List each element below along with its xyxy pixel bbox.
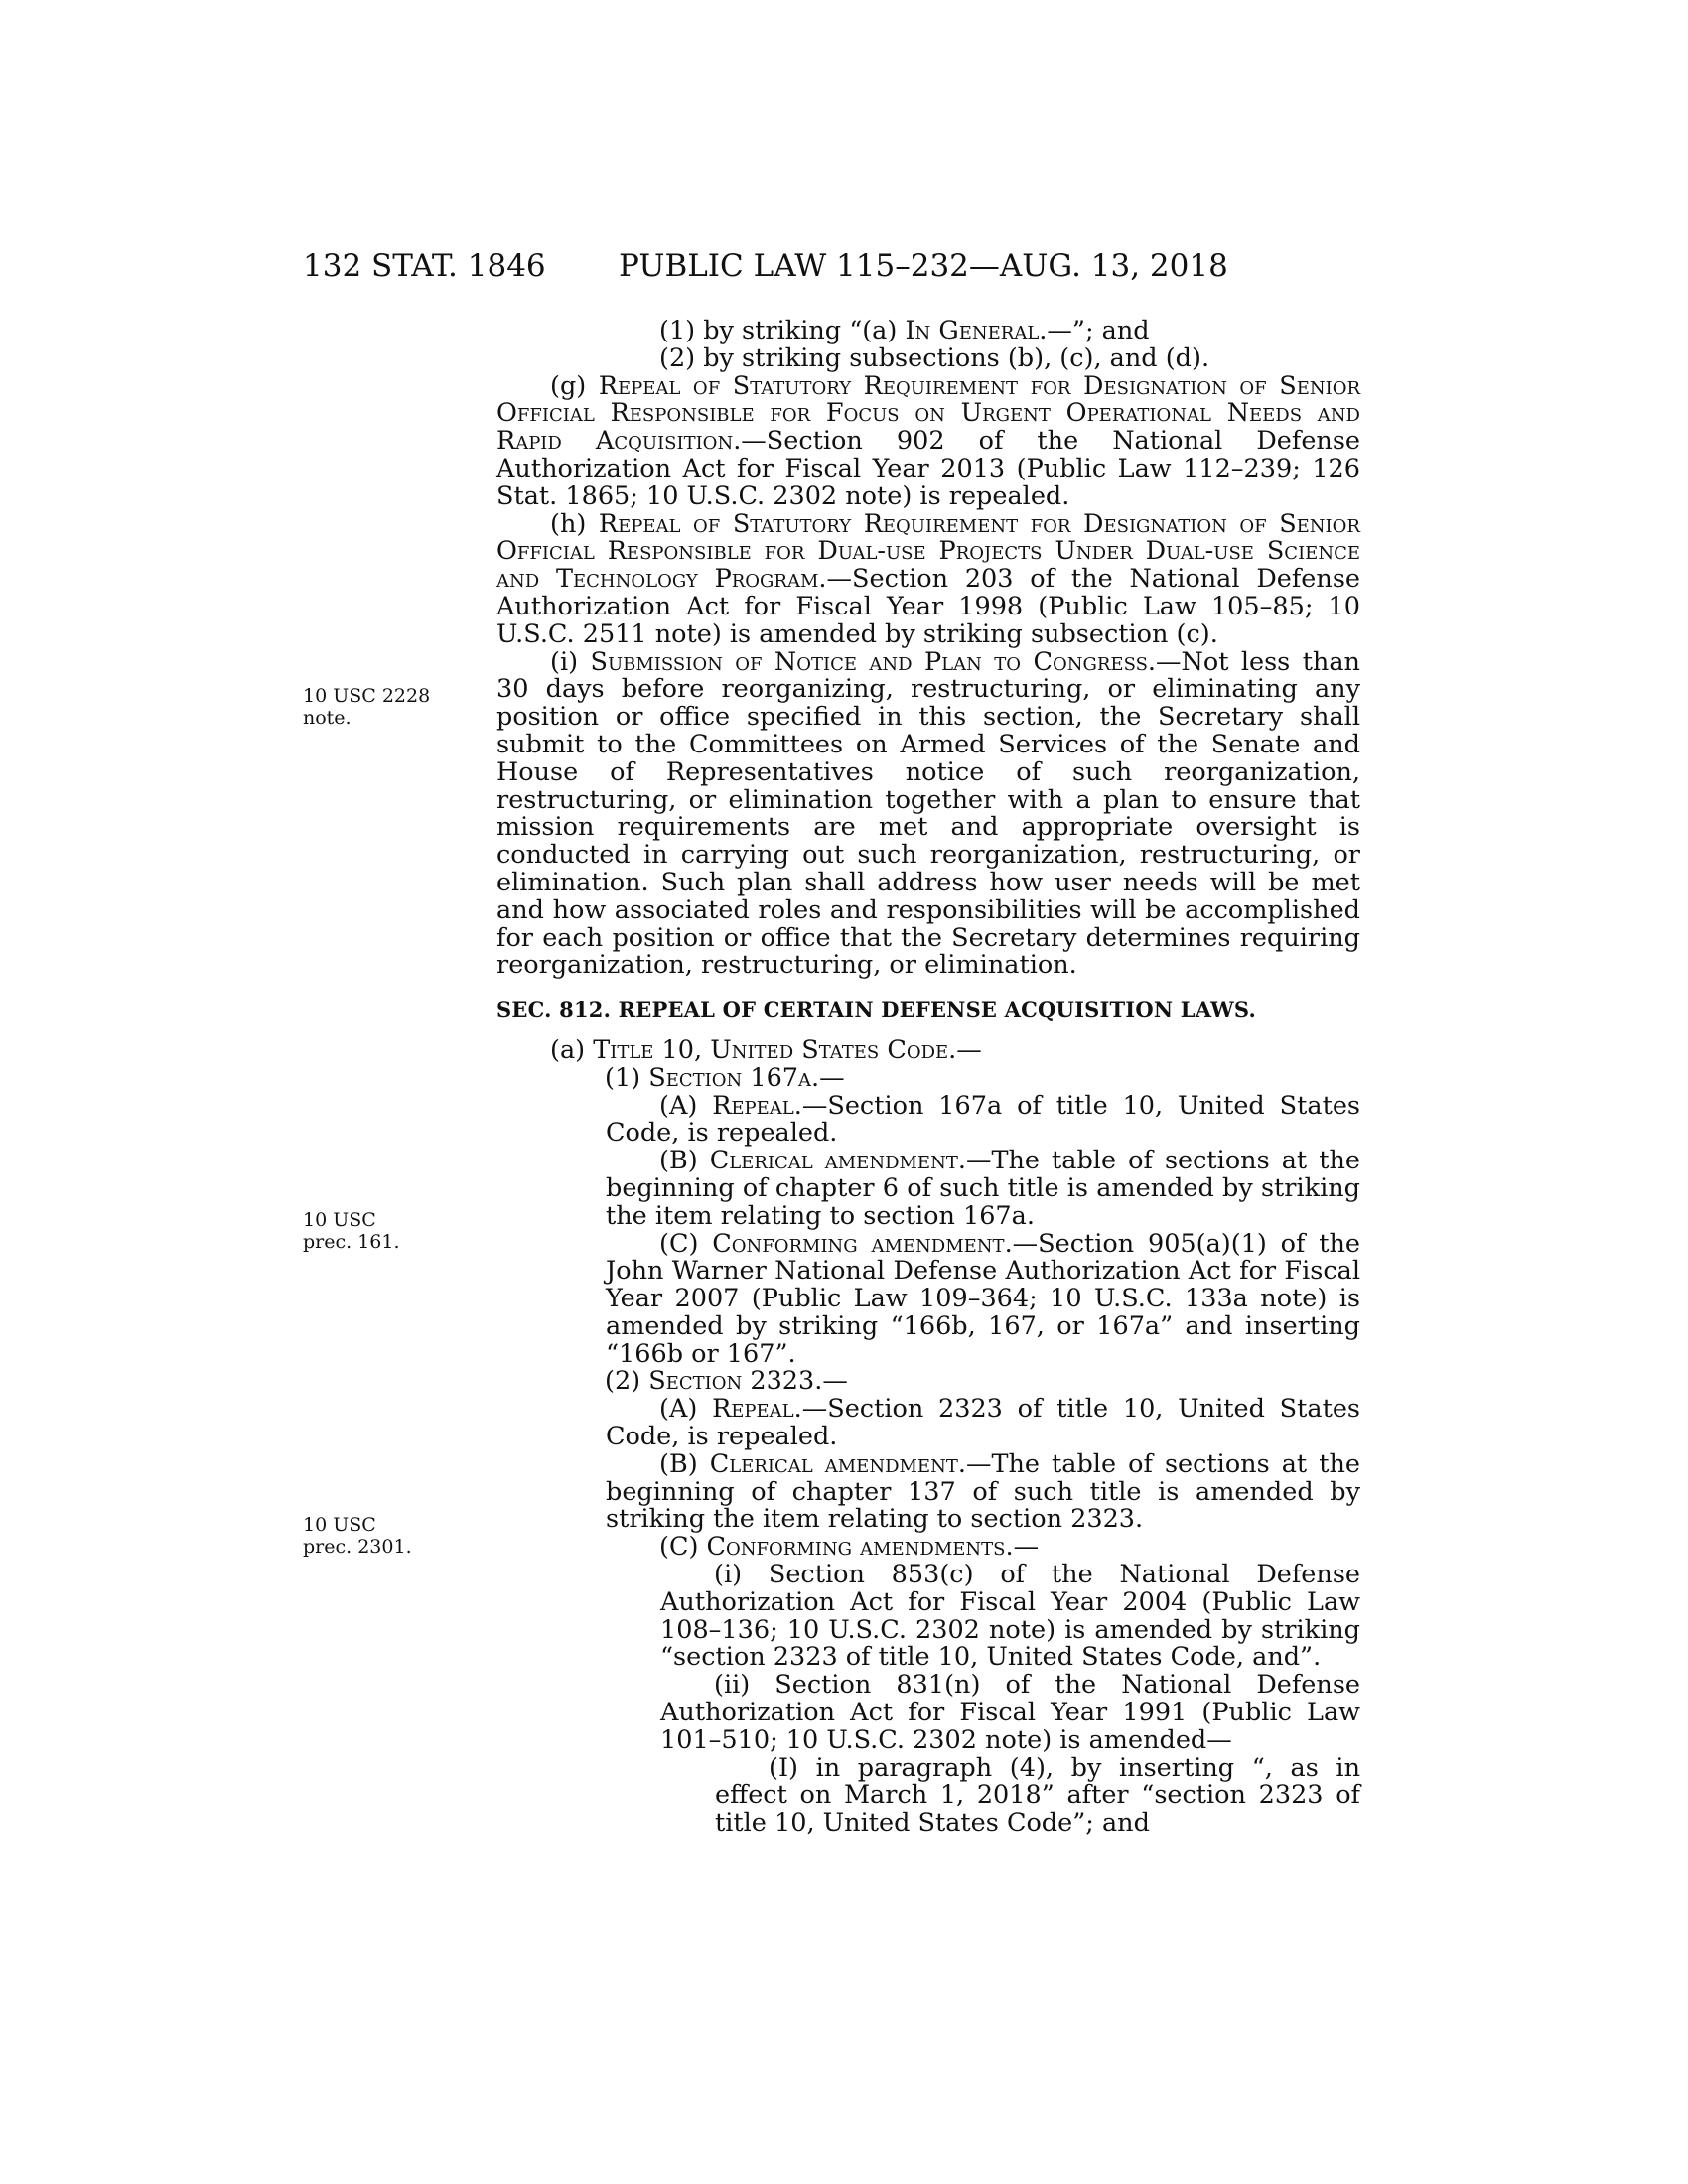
subparagraph-b: (B) Clerical amendment.—The table of sections at the beginning of chapter 6 of such title is amended by striking the item relating to section 167a. xyxy=(606,1146,1360,1231)
subclause-I: (I) in paragraph (4), by inserting “, as in effect on March 1, 2018” after “section 2323 of title 10, United States Code”; and xyxy=(715,1752,1360,1839)
clause-i: (i) Section 853(c) of the National Defense Authorization Act for Fiscal Year 2004 (Public Law 108–136; 10 U.S.C. 2302 note) is amended by striking “section 2323 of title 10, United States Code, and”. xyxy=(660,1560,1360,1673)
paragraph: (1) by striking “(a) In General.—”; and xyxy=(659,316,1150,345)
margin-note: 10 USC 2228 note. xyxy=(303,685,431,729)
subparagraph-a: (A) Repeal.—Section 167a of title 10, United States Code, is repealed. xyxy=(606,1090,1360,1149)
paragraph-2: (2) Section 2323.— xyxy=(605,1366,848,1397)
statute-body xyxy=(496,318,1360,1838)
margin-note: 10 USC prec. 2301. xyxy=(303,1514,412,1558)
subparagraph-a: (A) Repeal.—Section 2323 of title 10, United States Code, is repealed. xyxy=(606,1394,1360,1452)
subsection-h: (h) Repeal of Statutory Requirement for Designation of Senior Official Responsible for Dual-use Projects Under Dual-use Science and Technology Program.—Section 203 of the National Defense Authorization Act for Fiscal Year 1998 (Public Law 105–85; 10 U.S.C. 2511 note) is amended by striking subsection (c). xyxy=(496,508,1360,649)
subsection-a: (a) Title 10, United States Code.— xyxy=(550,1034,982,1065)
margin-note: 10 USC prec. 161. xyxy=(303,1209,400,1253)
page-stat-citation: 132 STAT. 1846 xyxy=(303,248,546,284)
clause-ii: (ii) Section 831(n) of the National Defense Authorization Act for Fiscal Year 1991 (Public Law 101–510; 10 U.S.C. 2302 note) is amended— xyxy=(660,1670,1360,1755)
subparagraph-b: (B) Clerical amendment.—The table of sections at the beginning of chapter 137 of such title is amended by striking the item relating to section 2323. xyxy=(606,1448,1360,1535)
subsection-i: (i) Submission of Notice and Plan to Congress.—Not less than 30 days before reorganizing, restructuring, or eliminating any position or office specified in this section, the Secretary shall submit to the Committees on Armed Services of the Senate and House of Representatives notice of such reorganization, restructuring, or elimination together with a plan to ensure that mission requirements are met and appropriate oversight is conducted in carrying out such reorganization, restructuring, or elimination. Such plan shall address how user needs will be met and how associated roles and responsibilities will be accomplished for each position or office that the Secretary determines requiring reorganization, restructuring, or elimination. xyxy=(496,646,1360,981)
paragraph-1: (1) Section 167a.— xyxy=(605,1062,845,1093)
subparagraph-c: (C) Conforming amendments.— xyxy=(659,1532,1040,1563)
subsection-g: (g) Repeal of Statutory Requirement for Designation of Senior Official Responsible for Focus on Urgent Operational Needs and Rapid Acquisition.—Section 902 of the National Defense Authorization Act for Fiscal Year 2013 (Public Law 112–239; 126 Stat. 1865; 10 U.S.C. 2302 note) is repealed. xyxy=(496,370,1361,511)
paragraph: (2) by striking subsections (b), (c), and (d). xyxy=(659,342,1210,373)
subparagraph-c: (C) Conforming amendment.—Section 905(a)(1) of the John Warner National Defense Authorization Act for Fiscal Year 2007 (Public Law 109–364; 10 U.S.C. 133a note) is amended by striking “166b, 167, or 167a” and inserting “166b or 167”. xyxy=(606,1228,1361,1369)
section-heading: SEC. 812. REPEAL OF CERTAIN DEFENSE ACQUISITION LAWS. xyxy=(496,997,1257,1023)
page-running-head: PUBLIC LAW 115–232—AUG. 13, 2018 xyxy=(619,248,1228,284)
